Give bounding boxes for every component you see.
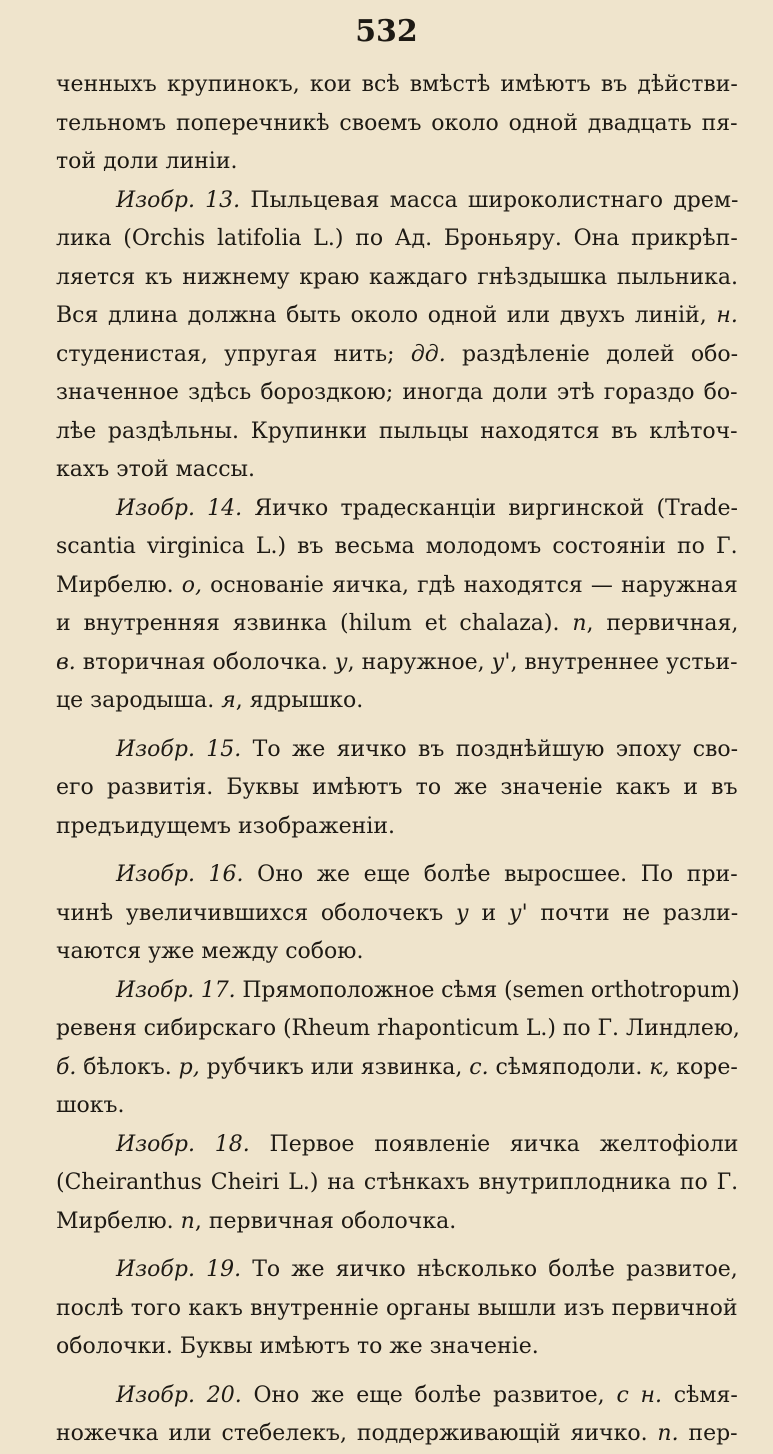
text-segment: лѣе раздѣльны. Крупинки пыльцы находятся въ клѣточ- bbox=[56, 418, 738, 444]
text-line bbox=[56, 1328, 740, 1367]
text-segment: тельномъ поперечникѣ своемъ около одной двадцать пя- bbox=[56, 110, 738, 136]
text-line bbox=[56, 66, 740, 105]
text-segment: Мирбелю. bbox=[56, 1208, 181, 1234]
italic-segment: Изобр. 20. bbox=[116, 1382, 242, 1408]
text-segment: раздѣленіе долей обо- bbox=[445, 341, 739, 367]
italic-segment: в. bbox=[56, 649, 76, 675]
italic-segment: с н. bbox=[616, 1382, 663, 1408]
text-line bbox=[56, 567, 740, 606]
body-text bbox=[56, 66, 740, 1454]
italic-segment: н. bbox=[716, 303, 738, 328]
text-segment: То же яичко нѣсколько болѣе развитое, bbox=[241, 1257, 738, 1282]
text-line bbox=[56, 1251, 740, 1290]
text-segment: рубчикъ или язвинка, bbox=[199, 1054, 470, 1080]
italic-segment: Изобр. 14. bbox=[116, 495, 243, 521]
text-segment: послѣ того какъ внутренніе органы вышли изъ первичной bbox=[56, 1295, 738, 1321]
italic-segment: с. bbox=[469, 1054, 489, 1080]
text-segment: Оно же еще болѣе развитое, bbox=[241, 1382, 617, 1408]
text-segment: и bbox=[468, 900, 509, 926]
text-segment: предъидущемъ изображеніи. bbox=[56, 813, 396, 839]
text-line bbox=[56, 259, 740, 298]
text-segment: Первое появленіе яичка желтофіоли bbox=[249, 1131, 739, 1157]
text-line bbox=[56, 1049, 740, 1088]
text-line bbox=[56, 731, 740, 770]
italic-segment: Изобр. 19. bbox=[116, 1257, 242, 1282]
text-segment: сѣмяподоли. bbox=[488, 1054, 650, 1080]
text-segment: це зародыша. bbox=[56, 688, 222, 713]
text-segment: , ядрышко. bbox=[235, 688, 364, 713]
text-segment: бѣлокъ. bbox=[76, 1054, 179, 1080]
page-number: 532 bbox=[355, 14, 418, 49]
italic-segment: Изобр. 16. bbox=[116, 862, 244, 887]
text-line bbox=[56, 1087, 740, 1126]
text-line bbox=[56, 490, 740, 529]
text-segment: значенное здѣсь бороздкою; иногда доли этѣ гораздо бо- bbox=[56, 380, 738, 405]
text-segment: его развитія. Буквы имѣютъ то же значеніе какъ и въ bbox=[56, 775, 738, 800]
text-line bbox=[56, 105, 740, 144]
italic-segment: п. bbox=[657, 1421, 679, 1446]
text-segment: пер- bbox=[678, 1421, 738, 1446]
italic-segment: у bbox=[334, 649, 348, 675]
text-line bbox=[56, 374, 740, 413]
text-segment: лика (Orchis latifolia L.) по Ад. Броньяру. Она прикрѣп- bbox=[56, 226, 738, 251]
text-line bbox=[56, 220, 740, 259]
text-segment: Пыльцевая масса широколистнаго дрем- bbox=[240, 187, 739, 213]
text-segment: шокъ. bbox=[56, 1093, 125, 1118]
text-line bbox=[56, 1377, 740, 1416]
text-line bbox=[56, 895, 740, 934]
text-segment: , первичная, bbox=[586, 611, 739, 636]
text-line bbox=[56, 336, 740, 375]
italic-segment: р, bbox=[178, 1054, 200, 1080]
text-line bbox=[56, 769, 740, 808]
text-line bbox=[56, 143, 740, 182]
italic-segment: у' bbox=[491, 649, 511, 675]
text-line bbox=[56, 605, 740, 644]
text-segment: Оно же еще болѣе выросшее. По при- bbox=[243, 862, 738, 887]
italic-segment: у' bbox=[508, 900, 528, 926]
text-segment: чаются уже между собою. bbox=[56, 939, 364, 964]
text-line bbox=[56, 297, 740, 336]
text-segment: почти не разли- bbox=[527, 900, 739, 926]
text-segment: кахъ этой массы. bbox=[56, 457, 256, 482]
text-segment: основаніе яичка, гдѣ находятся — наружная bbox=[202, 572, 738, 598]
text-segment: вторичная оболочка. bbox=[75, 649, 335, 675]
text-segment: оболочки. Буквы имѣютъ то же значеніе. bbox=[56, 1334, 539, 1359]
text-segment: и внутренняя язвинка (hilum et chalaza). bbox=[56, 611, 573, 636]
italic-segment: п bbox=[572, 611, 587, 636]
text-segment: , наружное, bbox=[347, 649, 492, 675]
italic-segment: Изобр. 17. bbox=[116, 977, 236, 1003]
text-segment: (Cheiranthus Cheiri L.) на стѣнкахъ внутриплодника по Г. bbox=[56, 1170, 739, 1195]
text-line bbox=[56, 1290, 740, 1329]
text-segment: коре- bbox=[669, 1054, 738, 1080]
italic-segment: Изобр. 13. bbox=[116, 187, 241, 213]
italic-segment: п bbox=[180, 1208, 195, 1234]
text-segment: , первичная оболочка. bbox=[194, 1208, 457, 1234]
text-segment: ножечка или стебелекъ, поддерживающій яичко. bbox=[56, 1421, 658, 1446]
text-line bbox=[56, 808, 740, 847]
text-segment: То же яичко въ позднѣйшую эпоху сво- bbox=[241, 736, 739, 762]
italic-segment: Изобр. 18. bbox=[116, 1131, 250, 1157]
text-segment: Вся длина должна быть около одной или двухъ линій, bbox=[56, 303, 717, 328]
text-segment: Мирбелю. bbox=[56, 572, 182, 598]
text-segment: чинѣ увеличившихся оболочекъ bbox=[56, 900, 456, 926]
text-segment: ченныхъ крупинокъ, кои всѣ вмѣстѣ имѣютъ въ дѣйстви- bbox=[56, 72, 738, 97]
text-segment: , внутреннее устьи- bbox=[510, 649, 738, 675]
text-line bbox=[56, 1126, 740, 1165]
text-line bbox=[56, 1164, 740, 1203]
italic-segment: о, bbox=[181, 572, 203, 598]
italic-segment: у bbox=[455, 900, 469, 926]
text-line bbox=[56, 451, 740, 490]
text-segment: scantia virginica L.) въ весьма молодомъ состояніи по Г. bbox=[56, 534, 738, 559]
text-line bbox=[56, 182, 740, 221]
italic-segment: к, bbox=[649, 1054, 670, 1080]
text-segment: Прямоположное сѣмя (semen orthotropum) bbox=[235, 977, 740, 1003]
text-segment: ревеня сибирскаго (Rheum rhaponticum L.) по Г. Линдлею, bbox=[56, 1016, 740, 1041]
text-segment: Яичко традесканціи виргинской (Trade- bbox=[242, 495, 738, 521]
text-line bbox=[56, 682, 740, 721]
text-line bbox=[56, 972, 740, 1011]
text-line bbox=[56, 856, 740, 895]
text-line bbox=[56, 933, 740, 972]
italic-segment: дд. bbox=[410, 341, 446, 367]
text-line bbox=[56, 1415, 740, 1454]
text-segment: студенистая, упругая нить; bbox=[56, 341, 411, 367]
text-line bbox=[56, 413, 740, 452]
italic-segment: б. bbox=[56, 1054, 77, 1080]
text-segment: той доли линіи. bbox=[56, 149, 238, 174]
text-segment: ляется къ нижнему краю каждаго гнѣздышка пыльника. bbox=[56, 264, 739, 290]
text-line bbox=[56, 528, 740, 567]
italic-segment: я bbox=[221, 688, 236, 713]
italic-segment: Изобр. 15. bbox=[116, 736, 242, 762]
text-line bbox=[56, 644, 740, 683]
text-line bbox=[56, 1203, 740, 1242]
text-line bbox=[56, 1010, 740, 1049]
text-segment: сѣмя- bbox=[662, 1382, 738, 1408]
